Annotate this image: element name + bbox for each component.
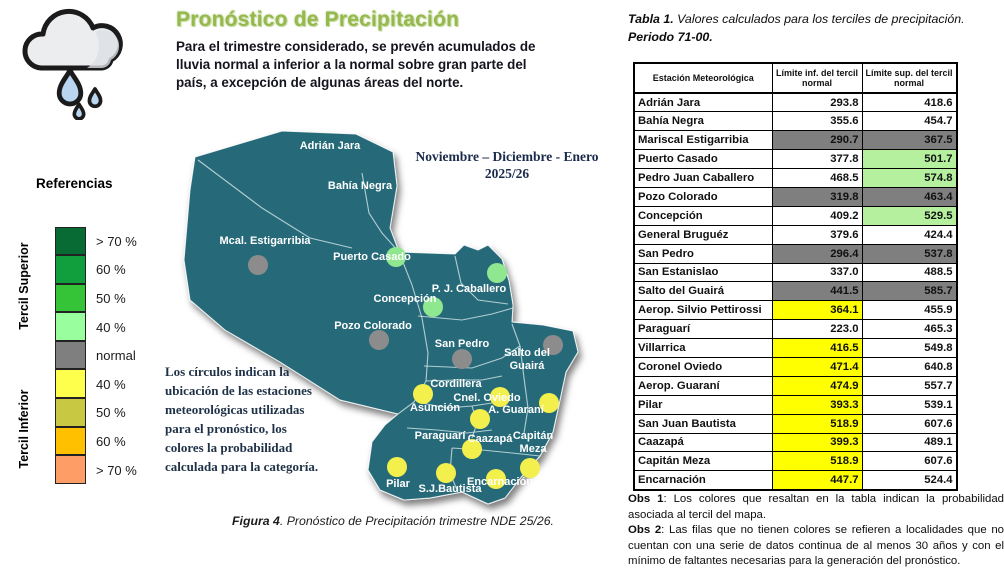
station-name-cell: Caazapá xyxy=(634,433,772,452)
legend-item xyxy=(55,370,137,399)
text-line: ubicación de las estaciones xyxy=(165,383,312,398)
legend-item xyxy=(55,227,137,256)
limite-sup-cell: 607.6 xyxy=(862,414,957,433)
limite-inf-cell: 518.9 xyxy=(772,452,862,471)
obs1-text: : Los colores que resaltan en la tabla indican la probabilidad asociada al tercil del mapa. xyxy=(628,493,1004,521)
station-label-s-j-bautista: S.J.Bautista xyxy=(418,483,482,495)
figure-caption-label: Figura 4 xyxy=(232,514,280,528)
legend-label: normal xyxy=(96,348,136,364)
legend-item xyxy=(55,399,137,428)
station-name-cell: Encarnación xyxy=(634,471,772,490)
legend-swatch xyxy=(55,255,86,284)
period-months: Noviembre – Diciembre - Enero xyxy=(415,149,599,164)
obs2-text: : Las filas que no tienen colores se refieren a localidades que no cuentan con una serie de datos continua de al menos 30 años y con el mínimo de faltantes necesarias para la generación del pronóstico. xyxy=(628,524,1004,567)
table-row xyxy=(634,244,957,263)
station-dot-capit-n-meza xyxy=(520,458,540,478)
table-row xyxy=(634,357,957,376)
legend-label: 50 % xyxy=(96,405,126,421)
limite-inf-cell: 379.6 xyxy=(772,225,862,244)
limite-sup-cell: 574.8 xyxy=(862,169,957,188)
legend-item xyxy=(55,313,137,342)
table-title-text: Valores calculados para los terciles de precipitación. xyxy=(673,12,965,26)
station-label-p-j-caballero: P. J. Caballero xyxy=(431,283,507,295)
period-year: 2025/26 xyxy=(484,166,530,181)
legend-label: > 70 % xyxy=(96,462,137,478)
limite-inf-cell: 518.9 xyxy=(772,414,862,433)
legend-label: 40 % xyxy=(96,376,126,392)
page-subtitle xyxy=(176,38,586,92)
station-name-cell: Adrián Jara xyxy=(634,93,772,112)
limite-sup-cell: 524.4 xyxy=(862,471,957,490)
station-label-a-guaran: A. Guaraní xyxy=(488,404,544,416)
figure-caption-text: . Pronóstico de Precipitación trimestre NDE 25/26. xyxy=(279,514,554,528)
text-line: Para el trimestre considerado, se prevén acumulados de xyxy=(176,39,536,54)
station-dot-san-pedro xyxy=(452,349,472,369)
text-line: colores la probabilidad xyxy=(165,440,293,455)
legend-swatch xyxy=(55,398,86,427)
limite-sup-cell: 607.6 xyxy=(862,452,957,471)
table-row xyxy=(634,320,957,339)
table-row xyxy=(634,433,957,452)
station-label-cnel-oviedo: Cnel. Oviedo xyxy=(453,392,521,404)
rain-cloud-icon xyxy=(16,0,138,120)
station-label-encarnaci-n: Encarnación xyxy=(466,476,534,488)
table-number-label: Tabla 1. xyxy=(628,12,674,26)
station-label-cordillera: Cordillera xyxy=(430,378,482,390)
limite-inf-cell: 337.0 xyxy=(772,263,862,282)
station-label-san-pedro: San Pedro xyxy=(434,338,490,350)
limite-inf-cell: 399.3 xyxy=(772,433,862,452)
legend-item xyxy=(55,341,137,370)
table-row xyxy=(634,169,957,188)
text-line: lluvia normal a inferior a la normal sobre gran parte del xyxy=(176,57,527,72)
table-row xyxy=(634,150,957,169)
legend-item xyxy=(55,427,137,456)
page-title: Pronóstico de Precipitación xyxy=(176,8,460,31)
station-name-cell: Bahía Negra xyxy=(634,112,772,131)
limite-sup-cell: 489.1 xyxy=(862,433,957,452)
text-line: calculada para la categoría. xyxy=(165,459,319,474)
limite-inf-cell: 296.4 xyxy=(772,244,862,263)
forecast-period xyxy=(398,148,616,182)
station-dot-asunci-n xyxy=(413,384,433,404)
station-label-capit-n-meza: Capitán Meza xyxy=(512,430,554,455)
legend-label: > 70 % xyxy=(96,233,137,249)
limite-inf-cell: 293.8 xyxy=(772,93,862,112)
station-name-cell: Puerto Casado xyxy=(634,150,772,169)
limite-sup-cell: 640.8 xyxy=(862,357,957,376)
station-name-cell: Villarrica xyxy=(634,339,772,358)
limite-inf-cell: 409.2 xyxy=(772,206,862,225)
col-header-station: Estación Meteorológica xyxy=(634,63,772,93)
col-header-limite-sup: Límite sup. del tercil normal xyxy=(862,63,957,93)
station-dot-p-j-caballero xyxy=(487,263,507,283)
map-note xyxy=(165,362,370,476)
legend-swatch xyxy=(55,455,86,484)
text-line: Los círculos indican la xyxy=(165,364,290,379)
legend-tercil-superior-label: Tercil Superior xyxy=(17,242,31,330)
legend-item xyxy=(55,284,137,313)
station-name-cell: Salto del Guairá xyxy=(634,282,772,301)
legend-label: 60 % xyxy=(96,433,126,449)
obs2-label: Obs 2 xyxy=(628,524,662,536)
station-name-cell: Concepción xyxy=(634,206,772,225)
station-name-cell: Pedro Juan Caballero xyxy=(634,169,772,188)
table-heading xyxy=(628,10,1000,46)
terciles-table xyxy=(633,62,958,491)
limite-sup-cell: 537.8 xyxy=(862,244,957,263)
table-row xyxy=(634,187,957,206)
legend-item xyxy=(55,456,137,485)
legend-swatch xyxy=(55,312,86,341)
table-row xyxy=(634,263,957,282)
limite-sup-cell: 424.4 xyxy=(862,225,957,244)
table-row xyxy=(634,395,957,414)
station-dot-mcal-estigarribia xyxy=(248,255,268,275)
table-row xyxy=(634,282,957,301)
legend-swatch xyxy=(55,284,86,313)
station-label-mcal-estigarribia: Mcal. Estigarribia xyxy=(219,235,311,247)
table-row xyxy=(634,471,957,490)
table-row xyxy=(634,112,957,131)
limite-sup-cell: 529.5 xyxy=(862,206,957,225)
station-name-cell: Aerop. Silvio Pettirossi xyxy=(634,301,772,320)
limite-sup-cell: 463.4 xyxy=(862,187,957,206)
limite-inf-cell: 393.3 xyxy=(772,395,862,414)
legend-color-scale xyxy=(55,227,137,484)
station-name-cell: Aerop. Guaraní xyxy=(634,376,772,395)
legend-label: 50 % xyxy=(96,290,126,306)
station-name-cell: General Bruguéz xyxy=(634,225,772,244)
station-label-bah-a-negra: Bahía Negra xyxy=(327,180,393,192)
station-label-pozo-colorado: Pozo Colorado xyxy=(334,320,412,332)
limite-sup-cell: 455.9 xyxy=(862,301,957,320)
limite-inf-cell: 447.7 xyxy=(772,471,862,490)
table-row xyxy=(634,301,957,320)
limite-inf-cell: 474.9 xyxy=(772,376,862,395)
text-line: país, a excepción de algunas áreas del norte. xyxy=(176,75,464,90)
limite-sup-cell: 539.1 xyxy=(862,395,957,414)
station-name-cell: San Estanislao xyxy=(634,263,772,282)
station-dot-villarrica xyxy=(470,409,490,429)
obs1-label: Obs 1 xyxy=(628,493,664,505)
station-name-cell: Pozo Colorado xyxy=(634,187,772,206)
station-label-salto-del-guair: Salto del Guairá xyxy=(504,347,550,372)
limite-sup-cell: 585.7 xyxy=(862,282,957,301)
limite-sup-cell: 501.7 xyxy=(862,150,957,169)
limite-sup-cell: 418.6 xyxy=(862,93,957,112)
legend-label: 60 % xyxy=(96,262,126,278)
limite-sup-cell: 557.7 xyxy=(862,376,957,395)
table-row xyxy=(634,131,957,150)
rain-drops xyxy=(59,70,100,118)
table-row xyxy=(634,225,957,244)
station-name-cell: Mariscal Estigarribia xyxy=(634,131,772,150)
table-period-label: Periodo 71-00. xyxy=(628,30,713,44)
limite-sup-cell: 454.7 xyxy=(862,112,957,131)
table-row xyxy=(634,414,957,433)
station-dot-s-j-bautista xyxy=(436,463,456,483)
limite-sup-cell: 549.8 xyxy=(862,339,957,358)
limite-inf-cell: 441.5 xyxy=(772,282,862,301)
station-label-paraguar: Paraguarí xyxy=(414,430,466,442)
limite-sup-cell: 367.5 xyxy=(862,131,957,150)
figure-caption xyxy=(178,514,608,528)
legend-item xyxy=(55,256,137,285)
limite-inf-cell: 223.0 xyxy=(772,320,862,339)
text-line: meteorológicas utilizadas xyxy=(165,402,305,417)
limite-inf-cell: 364.1 xyxy=(772,301,862,320)
legend-swatch xyxy=(55,369,86,398)
legend-swatch xyxy=(55,341,86,370)
station-label-asunci-n: Asunción xyxy=(409,402,461,414)
station-dot-pilar xyxy=(387,457,407,477)
table-header-row xyxy=(634,63,957,93)
legend-swatch xyxy=(55,227,86,256)
table-row xyxy=(634,376,957,395)
col-header-limite-inf: Límite inf. del tercil normal xyxy=(772,63,862,93)
limite-inf-cell: 290.7 xyxy=(772,131,862,150)
station-label-pilar: Pilar xyxy=(386,478,410,490)
limite-inf-cell: 355.6 xyxy=(772,112,862,131)
limite-sup-cell: 488.5 xyxy=(862,263,957,282)
observations xyxy=(628,492,1004,570)
legend-swatch xyxy=(55,427,86,456)
station-name-cell: San Pedro xyxy=(634,244,772,263)
table-row xyxy=(634,452,957,471)
limite-inf-cell: 471.4 xyxy=(772,357,862,376)
limite-inf-cell: 377.8 xyxy=(772,150,862,169)
station-label-concepci-n: Concepción xyxy=(373,293,437,305)
station-name-cell: Capitán Meza xyxy=(634,452,772,471)
limite-inf-cell: 319.8 xyxy=(772,187,862,206)
station-name-cell: San Juan Bautista xyxy=(634,414,772,433)
station-label-puerto-casado: Puerto Casado xyxy=(333,251,411,263)
table-row xyxy=(634,339,957,358)
legend-title: Referencias xyxy=(36,176,113,191)
station-dot-pozo-colorado xyxy=(369,330,389,350)
station-label-caazap: Caazapá xyxy=(467,433,513,445)
station-name-cell: Pilar xyxy=(634,395,772,414)
legend-tercil-inferior-label: Tercil Inferior xyxy=(17,389,31,469)
station-name-cell: Coronel Oviedo xyxy=(634,357,772,376)
table-row xyxy=(634,93,957,112)
limite-sup-cell: 465.3 xyxy=(862,320,957,339)
station-name-cell: Paraguarí xyxy=(634,320,772,339)
limite-inf-cell: 416.5 xyxy=(772,339,862,358)
table-row xyxy=(634,206,957,225)
legend-label: 40 % xyxy=(96,319,126,335)
station-label-adri-n-jara: Adrián Jara xyxy=(299,140,361,152)
text-line: para el pronóstico, los xyxy=(165,421,287,436)
limite-inf-cell: 468.5 xyxy=(772,169,862,188)
